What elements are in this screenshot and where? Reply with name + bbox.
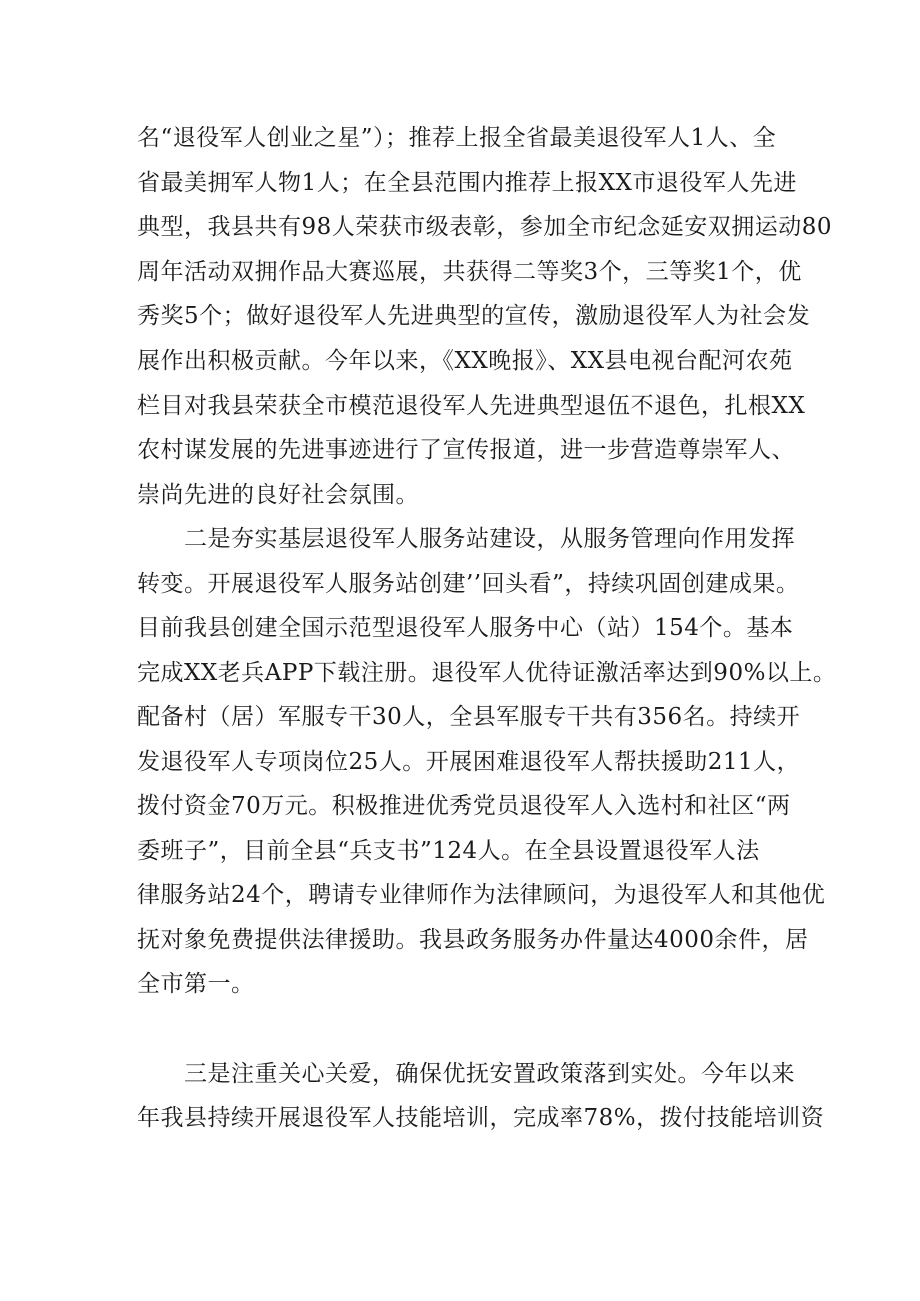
- text-line: 年我县持续开展退役军人技能培训，完成率78%，拨付技能培训资: [137, 1105, 825, 1131]
- text-line: 抚对象免费提供法律援助。我县政务服务办件量达4000余件，居: [137, 927, 809, 953]
- text-line: 周年活动双拥作品大赛巡展，共获得二等奖3个，三等奖1个，优: [137, 259, 802, 285]
- text-line: 名“退役军人创业之星”）；推荐上报全省最美退役军人1人、全: [137, 125, 777, 151]
- text-line: 栏目对我县荣获全市模范退役军人先进典型退伍不退色，扎根XX: [137, 393, 806, 419]
- text-line: 完成XX老兵APP下载注册。退役军人优待证激活率达到90%以上。: [137, 660, 837, 686]
- text-line: 三是注重关心关爱，确保优抚安置政策落到实处。今年以来: [137, 1061, 795, 1087]
- text-line: 律服务站24个，聘请专业律师作为法律顾问，为退役军人和其他优: [137, 882, 826, 908]
- text-line: 展作出积极贡献。今年以来，《XX晚报》、XX县电视台配河农苑: [137, 348, 793, 374]
- text-line: 农村谋发展的先进事迹进行了宣传报道，进一步营造尊崇军人、: [137, 437, 795, 463]
- text-line: 转变。开展退役军人服务站创建’’回头看”，持续巩固创建成果。: [137, 571, 800, 597]
- text-line: 秀奖5个；做好退役军人先进典型的宣传，激励退役军人为社会发: [137, 303, 811, 329]
- text-line: 发退役军人专项岗位25人。开展困难退役军人帮扶援助211人，: [137, 749, 801, 775]
- text-line: 配备村（居）军服专干30人，全县军服专干共有356名。持续开: [137, 704, 801, 730]
- text-line: 省最美拥军人物1人；在全县范围内推荐上报XX市退役军人先进: [137, 170, 797, 196]
- text-line: 典型，我县共有98人荣获市级表彰，参加全市纪念延安双拥运动80: [137, 214, 833, 240]
- text-line: 崇尚先进的良好社会氛围。: [137, 482, 419, 508]
- text-line: 委班子”，目前全县“兵支书”124人。在全县设置退役军人法: [137, 838, 760, 864]
- text-line: 二是夯实基层退役军人服务站建设，从服务管理向作用发挥: [137, 526, 795, 552]
- text-line: 目前我县创建全国示范型退役军人服务中心（站）154个。基本: [137, 615, 794, 641]
- text-line: 拨付资金70万元。积极推进优秀党员退役军人入选村和社区“两: [137, 793, 791, 819]
- text-line: 全市第一。: [137, 971, 255, 997]
